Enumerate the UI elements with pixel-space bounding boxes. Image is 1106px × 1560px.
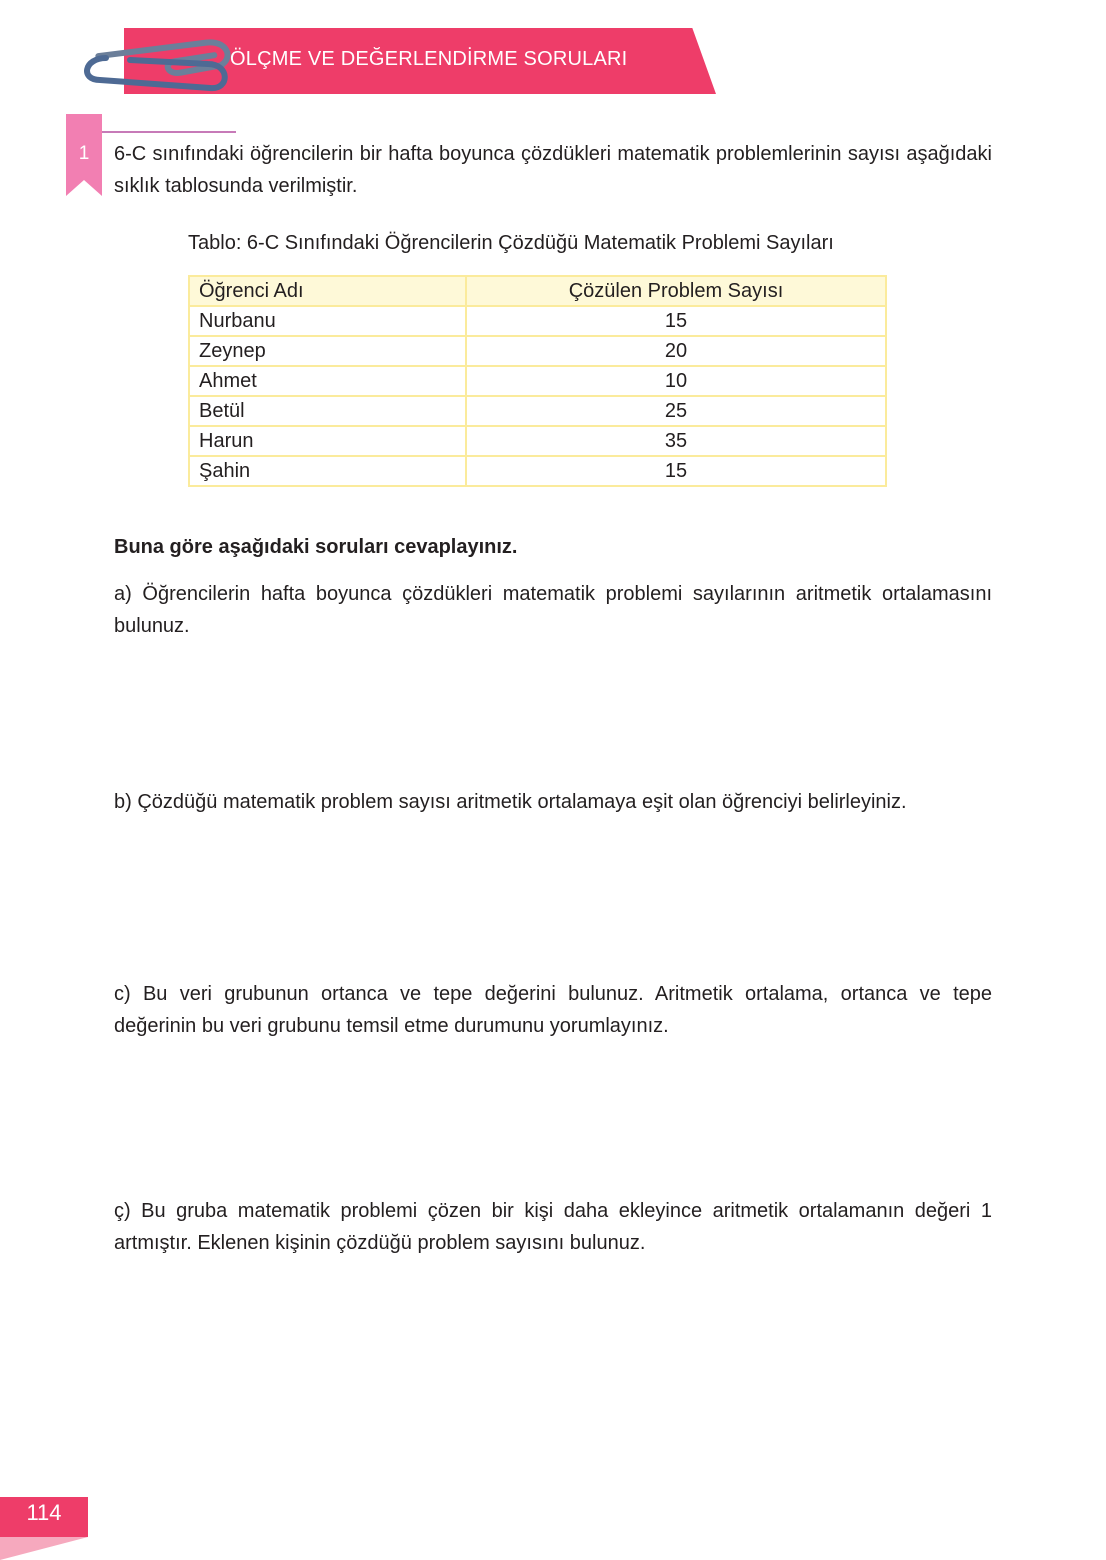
question-part-b: b) Çözdüğü matematik problem sayısı aritmetik ortalamaya eşit olan öğrenciyi belirleyiniz.	[114, 791, 907, 813]
question-intro: 6-C sınıfındaki öğrencilerin bir hafta boyunca çözdükleri matematik problemlerinin sayısı aşağıdaki sıklık tablosunda verilmiştir.	[114, 143, 992, 197]
page-number: 114	[26, 1500, 62, 1525]
table-row	[189, 426, 886, 456]
table-row	[189, 456, 886, 486]
table-row	[189, 396, 886, 426]
problem-count-cell: 15	[466, 306, 886, 336]
table-row	[189, 366, 886, 396]
problem-count-cell: 20	[466, 336, 886, 366]
table-caption: Tablo: 6-C Sınıfındaki Öğrencilerin Çözdüğü Matematik Problemi Sayıları	[188, 232, 834, 254]
student-name-cell: Nurbanu	[189, 306, 466, 336]
column-header-name: Öğrenci Adı	[189, 276, 466, 306]
instruction-text: Buna göre aşağıdaki soruları cevaplayınız.	[114, 536, 518, 558]
student-name-cell: Zeynep	[189, 336, 466, 366]
problem-count-cell: 35	[466, 426, 886, 456]
student-name-cell: Ahmet	[189, 366, 466, 396]
student-name-cell: Şahin	[189, 456, 466, 486]
paperclip-icon	[70, 18, 240, 108]
table-header-row	[189, 276, 886, 306]
table-row	[189, 306, 886, 336]
table-row	[189, 336, 886, 366]
question-marker-line	[102, 131, 236, 133]
question-part-a: a) Öğrencilerin hafta boyunca çözdükleri matematik problemi sayılarının aritmetik ortalamasını bulunuz.	[114, 583, 992, 637]
question-part-d: ç) Bu gruba matematik problemi çözen bir kişi daha ekleyince aritmetik ortalamanın değeri 1 artmıştır. Eklenen kişinin çözdüğü problem sayısını bulunuz.	[114, 1200, 992, 1254]
problem-count-cell: 15	[466, 456, 886, 486]
page-header-title: ÖLÇME VE DEĞERLENDİRME SORULARI	[230, 48, 628, 70]
question-number: 1	[78, 143, 90, 164]
column-header-count: Çözülen Problem Sayısı	[466, 276, 886, 306]
question-part-c: c) Bu veri grubunun ortanca ve tepe değerini bulunuz. Aritmetik ortalama, ortanca ve tepe değerinin bu veri grubunu temsil etme durumunu yorumlayınız.	[114, 983, 992, 1037]
student-name-cell: Harun	[189, 426, 466, 456]
problem-count-cell: 10	[466, 366, 886, 396]
frequency-table	[188, 275, 887, 487]
problem-count-cell: 25	[466, 396, 886, 426]
student-name-cell: Betül	[189, 396, 466, 426]
